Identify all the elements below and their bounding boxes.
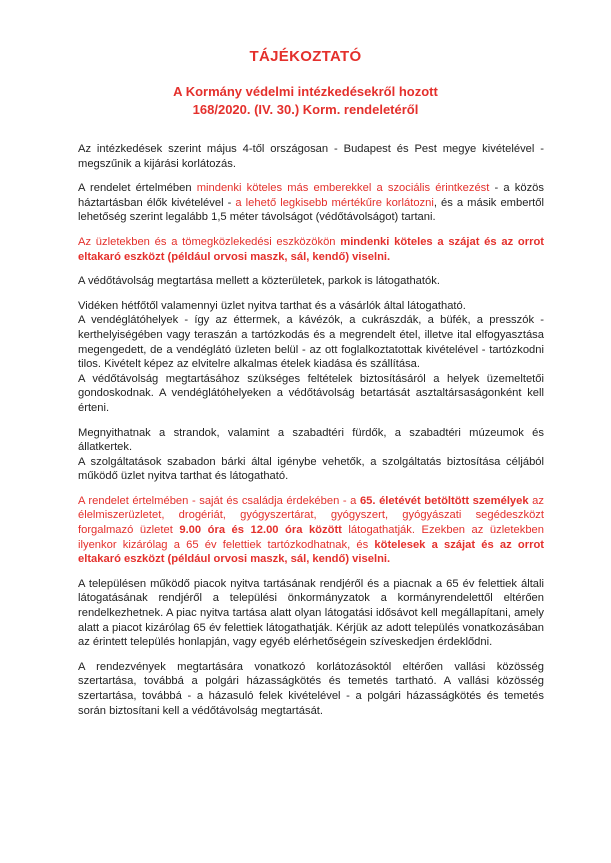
paragraph-services: A szolgáltatások szabadon bárki által igénybe vehetők, a szolgáltatás biztosítása céljából működő üzlet nyitva tarthat és látogatható. xyxy=(78,455,544,483)
subtitle-line-1: A Kormány védelmi intézkedésekről hozott xyxy=(173,84,438,99)
paragraph-social-distance xyxy=(78,181,544,225)
paragraph-restaurants: A vendéglátóhelyek - így az éttermek, a kávézók, a cukrászdák, a büfék, a presszók - kerthelyiségében vagy teraszán a tartózkodás és a megrendelt étel, illetve ital elfogyasztása megengedett, de a vendéglátó üzleten belül - az ott foglalkoztatottak kivételével - tartózkodni tilos. Kivételt képez az elvitelre alkalmas ételek kiadása és szállítása. xyxy=(78,314,544,371)
document-body xyxy=(78,142,544,728)
paragraph-shops: Vidéken hétfőtől valamennyi üzlet nyitva tarthat és a vásárlók által látogatható. xyxy=(78,299,466,312)
highlight-text: a lehető legkisebb mértékűre korlátozni xyxy=(235,196,434,209)
document-subtitle xyxy=(0,83,611,119)
highlight-text: 65. életévét betöltött személyek xyxy=(359,494,529,507)
highlight-text: mindenki köteles a szájat és az orrot eltakaró eszközt (például orvosi maszk, sál, kendő) viselni. xyxy=(78,235,544,263)
highlight-text: kötelesek a szájat és az orrot eltakaró eszközt (például orvosi maszk, sál, kendő) viselni. xyxy=(78,538,544,566)
text-segment: , és a másik embertől lehetőség szerint legalább 1,5 méter távolságot (védőtávolságot) tartani. xyxy=(78,196,544,224)
subtitle-line-2: 168/2020. (IV. 30.) Korm. rendeletéről xyxy=(192,102,419,117)
paragraph-parks: A védőtávolság megtartása mellett a közterületek, parkok is látogathatók. xyxy=(78,275,440,288)
paragraph-markets: A településen működő piacok nyitva tartásának rendjéről és a piacnak a 65 év felettiek általi látogatásának rendjéről a települési önkormányzatok a kormányrendelettől eltérően rendelkezhetnek. A piac nyitva tartása alatt olyan látogatási idősávot kell megállapítani, amely alatt a piacot kizárólag 65 év felettiek látogathatják. Kérjük az adott település vonatkozásában az érintett település honlapján, vagy egyéb elérhetőségein szíveskedjen érdeklődni. xyxy=(78,577,544,649)
document-title: TÁJÉKOZTATÓ xyxy=(249,48,362,65)
paragraph-elderly xyxy=(78,494,544,567)
text-segment: Az üzletekben és a tömegközlekedési eszközökön xyxy=(78,235,341,248)
text-segment: A rendelet értelmében - saját és családja érdekében - a xyxy=(78,494,360,507)
text-segment: az élelmiszerüzletet, drogériát, gyógyszertárat, gyógyszert, gyógyászati segédeszközt forgalmazó üzletet xyxy=(78,494,544,537)
paragraph-events: A rendezvények megtartására vonatkozó korlátozásoktól eltérően vallási közösség szertartása, továbbá a polgári házasságkötés és temetés tartható. A vallási közösség szertartása, továbbá - a házasuló felek kivételével - a polgári házasságkötés és temetés során biztosítani kell a védőtávolság megtartását. xyxy=(78,660,544,717)
paragraph-mask-rule xyxy=(78,235,544,264)
text-segment: - a közös háztartásban élők kivételével - xyxy=(78,182,544,209)
highlight-text: mindenki köteles más emberekkel a szociális érintkezést xyxy=(196,182,490,195)
paragraph-beaches: Megnyithatnak a strandok, valamint a szabadtéri fürdők, a szabadtéri múzeumok és állatkertek. xyxy=(78,426,544,454)
paragraph-curfew: Az intézkedések szerint május 4-től országosan - Budapest és Pest megye kivételével - megszűnik a kijárási korlátozás. xyxy=(78,143,544,170)
highlight-text: 9.00 óra és 12.00 óra között xyxy=(179,524,342,537)
paragraph-distance-venues: A védőtávolság megtartásához szükséges feltételek biztosításáról a helyek üzemeltetői gondoskodnak. A vendéglátóhelyeken a védőtávolság betartását asztaltársaságonként kell érteni. xyxy=(78,372,544,414)
text-segment: A rendelet értelmében xyxy=(78,182,197,195)
text-segment: látogathatják. Ezekben az üzletekben ilyenkor kizárólag a 65 év felettiek tartózkodhatnak, és xyxy=(78,524,544,551)
